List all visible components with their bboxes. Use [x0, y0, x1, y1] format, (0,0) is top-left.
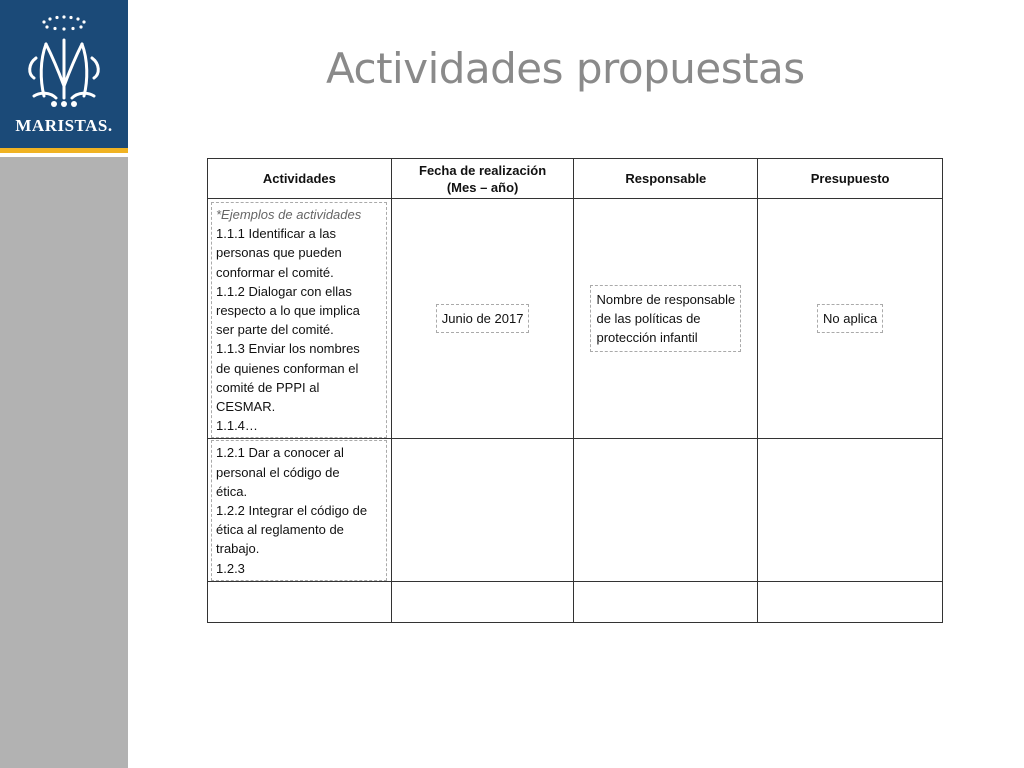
maristas-emblem-icon — [0, 0, 128, 116]
activity-line: ética. — [216, 483, 248, 499]
responsable-line: protección infantil — [596, 330, 698, 346]
activity-line: ser parte del comité. — [216, 322, 334, 338]
activity-line: comité de PPPI al — [216, 379, 320, 395]
activity-line: 1.2.1 Dar a conocer al — [216, 445, 344, 461]
fecha-cell-1 — [391, 199, 574, 439]
presupuesto-cell-2 — [758, 439, 943, 581]
activity-line: conformar el comité. — [216, 264, 334, 280]
table-row — [208, 199, 943, 439]
responsable-line: Nombre de responsable — [596, 292, 736, 308]
activity-line: CESMAR. — [216, 399, 276, 415]
header-responsable: Responsable — [574, 159, 758, 199]
table-row — [208, 581, 943, 622]
table-row — [208, 439, 943, 581]
activity-line: 1.1.4… — [216, 418, 258, 434]
responsable-line: de las políticas de — [596, 311, 701, 327]
activity-line: personal el código de — [216, 464, 340, 480]
presupuesto-value: No aplica — [817, 304, 883, 333]
table-header-row — [208, 159, 943, 199]
responsable-cell-1 — [574, 199, 758, 439]
logo-text: MARISTAS. — [15, 116, 113, 135]
activities-cell-1 — [208, 199, 392, 439]
presupuesto-cell-1 — [758, 199, 943, 439]
activity-line: ética al reglamento de — [216, 522, 344, 538]
header-fecha-line2: (Mes – año) — [446, 179, 519, 195]
activity-line: de quienes conforman el — [216, 360, 359, 376]
fecha-value: Junio de 2017 — [436, 304, 530, 333]
activity-line: personas que pueden — [216, 245, 342, 261]
responsable-cell-2 — [574, 439, 758, 581]
maristas-logo — [0, 0, 128, 148]
header-fecha-line1: Fecha de realización — [419, 162, 547, 178]
activities-list-2 — [211, 440, 387, 580]
activities-list-1 — [211, 202, 387, 438]
fecha-cell-3 — [391, 581, 574, 622]
responsable-value — [590, 285, 741, 352]
activity-line: 1.2.2 Integrar el código de — [216, 503, 368, 519]
header-presupuesto: Presupuesto — [758, 159, 943, 199]
presupuesto-cell-3 — [758, 581, 943, 622]
activities-cell-2 — [208, 439, 392, 581]
activity-line: 1.1.3 Enviar los nombres — [216, 341, 360, 357]
header-actividades: Actividades — [208, 159, 392, 199]
activity-line: 1.1.2 Dialogar con ellas — [216, 283, 352, 299]
activity-line: trabajo. — [216, 541, 260, 557]
activity-line: 1.2.3 — [216, 560, 245, 576]
header-fecha — [391, 159, 574, 199]
activities-table — [207, 158, 943, 623]
fecha-cell-2 — [391, 439, 574, 581]
activity-line: 1.1.1 Identificar a las — [216, 226, 336, 242]
activity-line: respecto a lo que implica — [216, 303, 360, 319]
examples-label: *Ejemplos de actividades — [216, 207, 362, 222]
activities-cell-3 — [208, 581, 392, 622]
page-title: Actividades propuestas — [326, 44, 805, 93]
logo-stripe-white — [0, 153, 128, 157]
responsable-cell-3 — [574, 581, 758, 622]
